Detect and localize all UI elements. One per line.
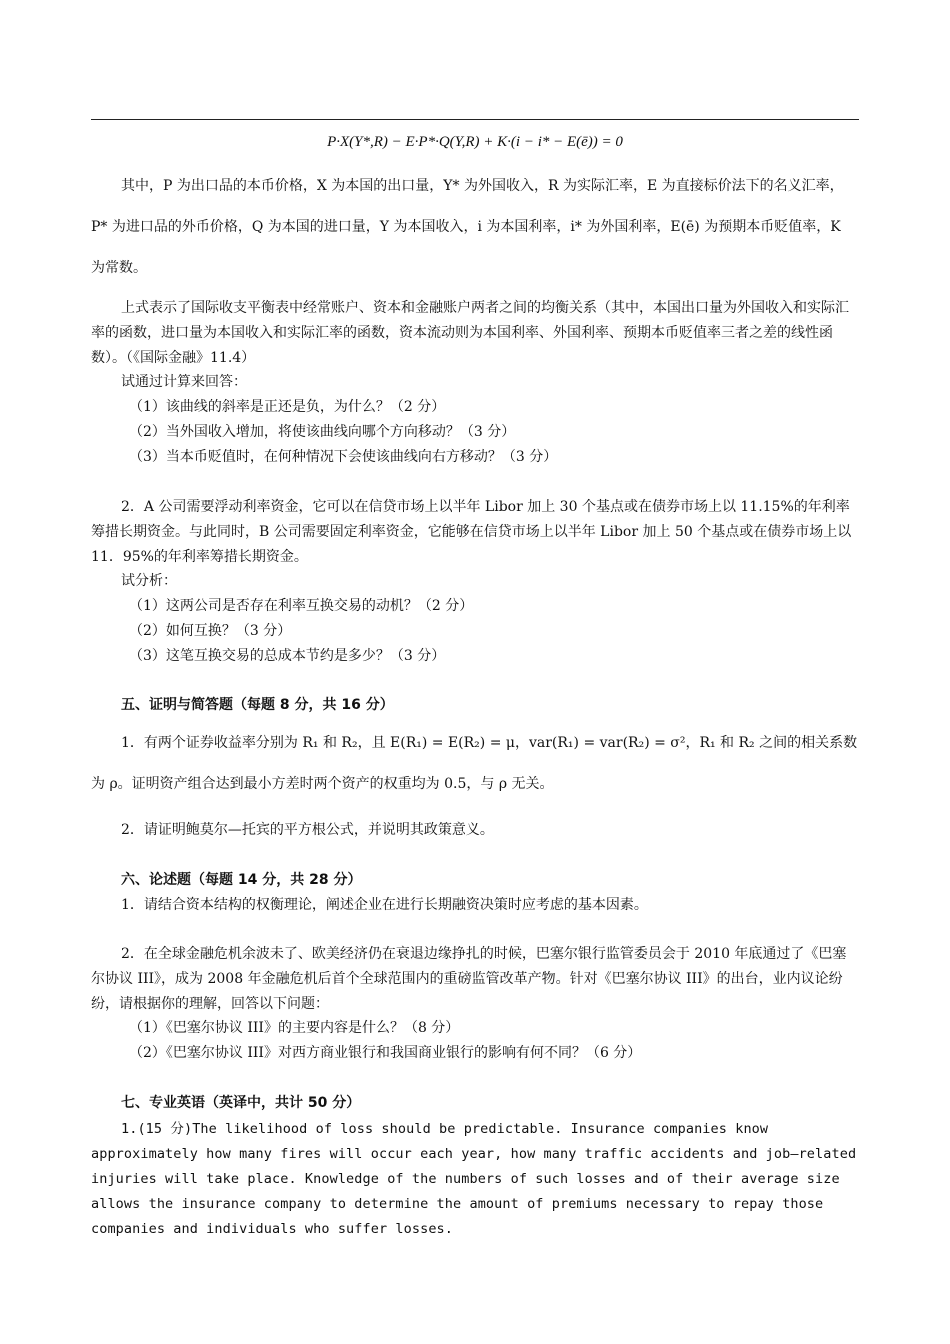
- section-7-title: 七、专业英语（英译中，共计 50 分）: [121, 1095, 361, 1111]
- section-6-question-2: 2．在全球金融危机余波未了、欧美经济仍在衰退边缘挣扎的时候，巴塞尔银行监管委员会于 2010 年底通过了《巴塞尔协议 III》，成为 2008 年金融危机后首个全球范围内的重磅监管改革产物。针对《巴塞尔协议 III》的出台，业内议论纷纷，请根据你的理解，回答以下问题：: [91, 946, 847, 1012]
- q1-prompt: 试通过计算来回答：: [121, 374, 247, 390]
- s6-q2-item-2: （2）《巴塞尔协议 III》对西方商业银行和我国商业银行的影响有何不同？（6 分）: [129, 1045, 642, 1061]
- section-5-question-1: 1．有两个证券收益率分别为 R₁ 和 R₂，且 E(R₁) = E(R₂) = μ，var(R₁) = var(R₂) = σ²，R₁ 和 R₂ 之间的相关系数为 ρ。证明资产组合达到最小方差时两个资产的权重均为 0.5，与 ρ 无关。: [91, 735, 858, 792]
- s6-q2-item-1: （1）《巴塞尔协议 III》的主要内容是什么？（8 分）: [129, 1020, 460, 1036]
- section-7-question-1: 1.(15 分)The likelihood of loss should be predictable. Insurance companies know approximately how many fires will occur each year, how many traffic accidents and job—related injuries will take place. Knowledge of the numbers of such losses and of their average size allows the insurance company to determine the amount of premiums necessary to repay those companies and individuals who suffer losses.: [91, 1121, 857, 1237]
- q2-text: 2．A 公司需要浮动利率资金，它可以在信贷市场上以半年 Libor 加上 30 个基点或在债券市场上以 11.15%的年利率筹措长期资金。与此同时，B 公司需要固定利率资金，它能够在信贷市场上以半年 Libor 加上 50 个基点或在债券市场上以 11．95%的年利率筹措长期资金。: [91, 499, 852, 565]
- section-6-question-1: 1．请结合资本结构的权衡理论，阐述企业在进行长期融资决策时应考虑的基本因素。: [121, 897, 648, 913]
- q1-item-3: （3）当本币贬值时，在何种情况下会使该曲线向右方移动？（3 分）: [129, 449, 558, 465]
- q2-item-2: （2）如何互换？（3 分）: [129, 623, 292, 639]
- section-5-question-2: 2．请证明鲍莫尔—托宾的平方根公式，并说明其政策意义。: [121, 822, 494, 838]
- section-6-title: 六、论述题（每题 14 分，共 28 分）: [121, 872, 362, 888]
- section-5-title: 五、证明与简答题（每题 8 分，共 16 分）: [121, 697, 394, 713]
- q1-item-2: （2）当外国收入增加，将使该曲线向哪个方向移动？（3 分）: [129, 424, 516, 440]
- q2-item-3: （3）这笔互换交易的总成本节约是多少？（3 分）: [129, 648, 446, 664]
- equation-explanation: 上式表示了国际收支平衡表中经常账户、资本和金融账户两者之间的均衡关系（其中，本国出口量为外国收入和实际汇率的函数，进口量为本国收入和实际汇率的函数，资本流动则为本国利率、外国利率、预期本币贬值率三者之差的线性函数）。（《国际金融》11.4）: [91, 300, 849, 366]
- q2-prompt: 试分析：: [121, 573, 177, 589]
- q2-item-1: （1）这两公司是否存在利率互换交易的动机？（2 分）: [129, 598, 474, 614]
- variable-definitions: 其中，P 为出口品的本币价格，X 为本国的出口量，Y* 为外国收入，R 为实际汇率，E 为直接标价法下的名义汇率，P* 为进口品的外币价格，Q 为本国的进口量，Y 为本国收入，i 为本国利率，i* 为外国利率，E(ē) 为预期本币贬值率，K 为常数。: [91, 178, 844, 276]
- q1-item-1: （1）该曲线的斜率是正还是负，为什么？（2 分）: [129, 399, 446, 415]
- header-rule: [91, 119, 859, 120]
- bop-equation: P·X(Y*,R) − E·P*·Q(Y,R) + K·(i − i* − E(ē)) = 0: [327, 134, 623, 150]
